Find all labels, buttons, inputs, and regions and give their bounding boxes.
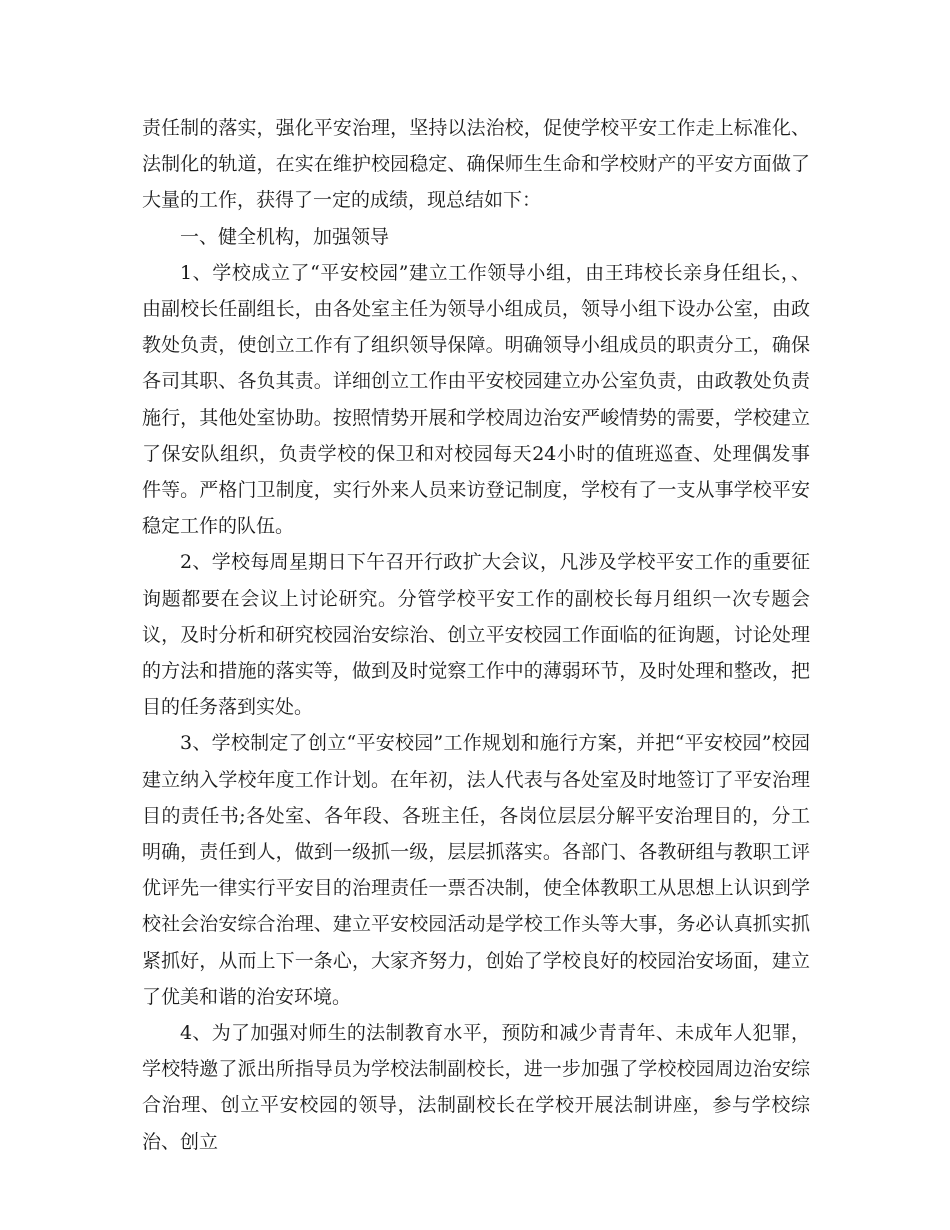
paragraph-item-3: 3、学校制定了创立“平安校园”工作规划和施行方案，并把“平安校园”校园建立纳入学校年度工作计划。在年初，法人代表与各处室及时地签订了平安治理目的责任书;各处室、各年段、各班主任，各岗位层层分解平安治理目的，分工明确，责任到人，做到一级抓一级，层层抓落实。各部门、各教研组与教职工评优评先一律实行平安目的治理责任一票否决制，使全体教职工从思想上认识到学校社会治安综合治理、建立平安校园活动是学校工作头等大事，务必认真抓实抓紧抓好，从而上下一条心，大家齐努力，创始了学校良好的校园治安场面，建立了优美和谐的治安环境。 bbox=[142, 732, 810, 1008]
paragraph-intro-continuation: 责任制的落实，强化平安治理，坚持以法治校，促使学校平安工作走上标准化、法制化的轨道，在实在维护校园稳定、确保师生生命和学校财产的平安方面做了大量的工作，获得了一定的成绩，现总结如下： bbox=[142, 117, 810, 212]
section-heading: 一、健全机构，加强领导 bbox=[180, 225, 390, 248]
paragraph-item-2: 2、学校每周星期日下午召开行政扩大会议，凡涉及学校平安工作的重要征询题都要在会议上讨论研究。分管学校平安工作的副校长每月组织一次专题会议，及时分析和研究校园治安综治、创立平安校园工作面临的征询题，讨论处理的方法和措施的落实等，做到及时觉察工作中的薄弱环节，及时处理和整改，把目的任务落到实处。 bbox=[142, 551, 810, 719]
document-body bbox=[142, 110, 810, 1160]
paragraph-item-1: 1、学校成立了“平安校园”建立工作领导小组，由王玮校长亲身任组长，、由副校长任副组长，由各处室主任为领导小组成员，领导小组下设办公室，由政教处负责，使创立工作有了组织领导保障。明确领导小组成员的职责分工，确保各司其职、各负其责。详细创立工作由平安校园建立办公室负责，由政教处负责施行，其他处室协助。按照情势开展和学校周边治安严峻情势的需要，学校建立了保安队组织，负责学校的保卫和对校园每天24小时的值班巡查、处理偶发事件等。严格门卫制度，实行外来人员来访登记制度，学校有了一支从事学校平安稳定工作的队伍。 bbox=[142, 261, 810, 538]
paragraph-item-4: 4、为了加强对师生的法制教育水平，预防和减少青青年、未成年人犯罪，学校特邀了派出所指导员为学校法制副校长，进一步加强了学校校园周边治安综合治理、创立平安校园的领导，法制副校长在学校开展法制讲座，参与学校综治、创立 bbox=[142, 1022, 810, 1153]
